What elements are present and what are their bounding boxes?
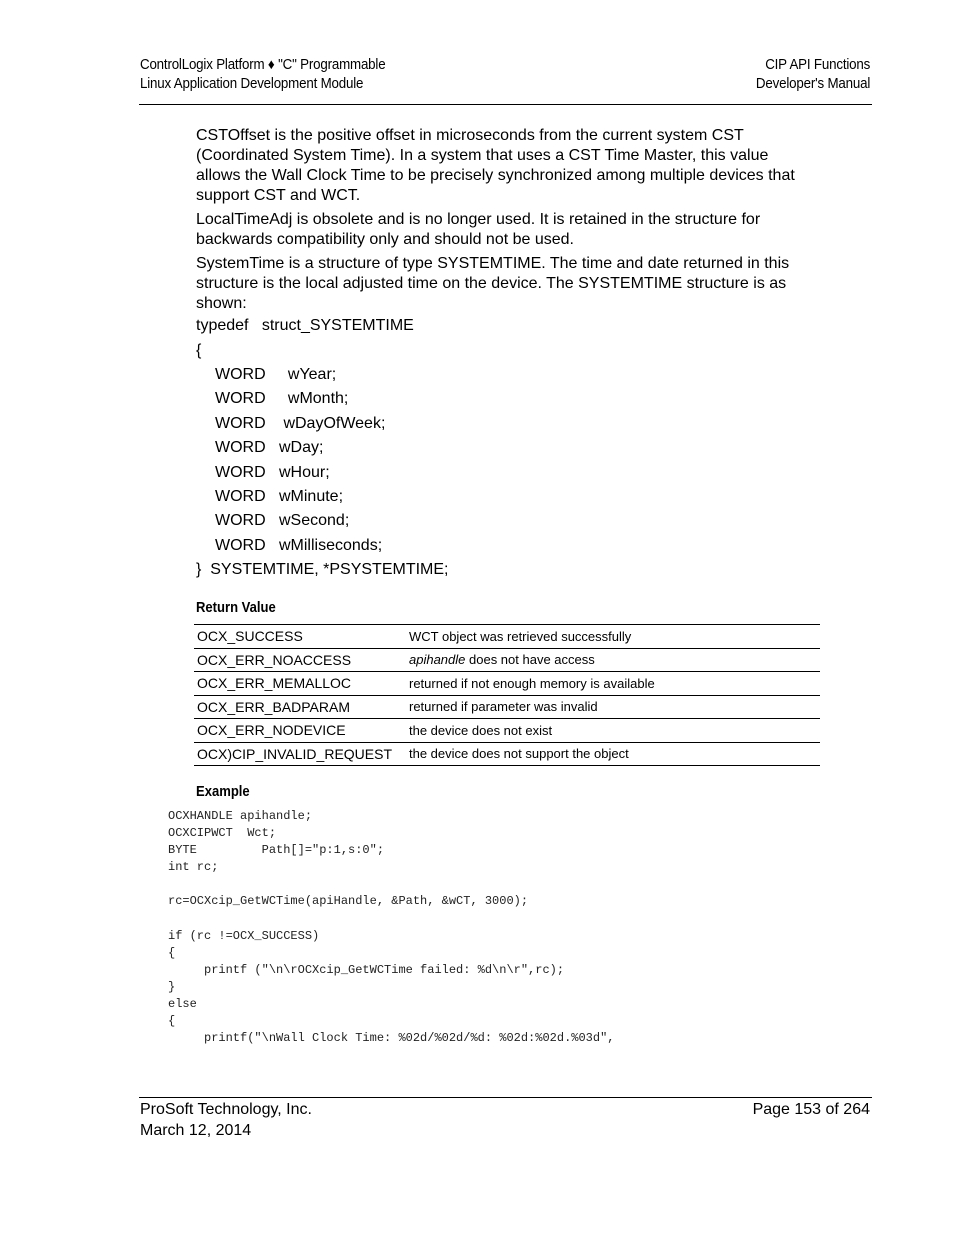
- struct-member-wsecond: WORD wSecond;: [215, 512, 350, 529]
- return-code: OCX_ERR_MEMALLOC: [194, 672, 406, 696]
- struct-member-wday: WORD wDay;: [215, 439, 324, 456]
- paragraph-systemtime: SystemTime is a structure of type SYSTEMTIME. The time and date returned in this structure is the local adjusted time on the device. The SYSTEMTIME structure is as shown:: [196, 255, 790, 312]
- param-name-italic: apihandle: [409, 652, 466, 668]
- return-code: OCX)CIP_INVALID_REQUEST: [194, 742, 406, 766]
- table-row: [194, 695, 820, 719]
- table-row: [194, 742, 820, 766]
- struct-member-wmilliseconds: WORD wMilliseconds;: [215, 537, 383, 554]
- paragraph-cstoffset: CSTOffset is the positive offset in microseconds from the current system CST (Coordinated System Time). In a system that uses a CST Time Master, this value allows the Wall Clock Time to be precisely synchronized among multiple devices that support CST and WCT.: [196, 127, 795, 204]
- header-divider: [139, 104, 872, 105]
- return-description: the device does not exist: [406, 719, 820, 743]
- struct-member-wminute: WORD wMinute;: [215, 488, 344, 505]
- footer-right: [753, 1099, 870, 1120]
- footer-divider: [139, 1097, 872, 1098]
- footer-left: [140, 1099, 312, 1141]
- return-code: OCX_ERR_NODEVICE: [194, 719, 406, 743]
- return-description: the device does not support the object: [406, 742, 820, 766]
- struct-open-brace: {: [196, 342, 202, 359]
- header-right: [756, 56, 870, 94]
- struct-typedef-line: typedef struct_SYSTEMTIME: [196, 317, 414, 334]
- table-row: [194, 625, 820, 649]
- struct-member-wyear: WORD wYear;: [215, 366, 337, 383]
- return-value-table: [194, 624, 820, 766]
- return-description: returned if not enough memory is available: [406, 672, 820, 696]
- return-description: returned if parameter was invalid: [406, 695, 820, 719]
- table-row: [194, 719, 820, 743]
- struct-member-wdayofweek: WORD wDayOfWeek;: [215, 415, 386, 432]
- header-manual-title: Developer's Manual: [755, 76, 870, 92]
- return-code: OCX_ERR_NOACCESS: [194, 648, 406, 672]
- table-row: [194, 672, 820, 696]
- description-body: [196, 126, 816, 318]
- example-heading: Example: [196, 784, 250, 800]
- example-code-block: OCXHANDLE apihandle; OCXCIPWCT Wct; BYTE Path[]="p:1,s:0"; int rc; rc=OCXcip_GetWCTime(apiHandle, &Path, &wCT, 3000); if (rc !=OCX_SUCCESS) { printf ("\n\rOCXcip_GetWCTime failed: %d\n\r",rc); } else { printf("\nWall Clock Time: %02d/%02d/%d: %02d:%02d.%03d",: [168, 809, 615, 1046]
- table-row: [194, 648, 820, 672]
- page-number: Page 153 of 264: [752, 1101, 870, 1118]
- header-left: [140, 56, 385, 94]
- return-code: OCX_SUCCESS: [194, 625, 406, 649]
- return-value-heading: Return Value: [196, 600, 276, 616]
- return-description: apihandle does not have access: [406, 648, 820, 672]
- struct-member-wmonth: WORD wMonth;: [215, 390, 349, 407]
- struct-close-line: } SYSTEMTIME, *PSYSTEMTIME;: [196, 561, 449, 578]
- return-description: WCT object was retrieved successfully: [406, 625, 820, 649]
- return-code: OCX_ERR_BADPARAM: [194, 695, 406, 719]
- header-product-line: ControlLogix Platform ♦ "C" Programmable: [140, 57, 386, 73]
- paragraph-localtimeadj: LocalTimeAdj is obsolete and is no longer used. It is retained in the structure for backwards compatibility only and should not be used.: [196, 211, 761, 248]
- footer-company: ProSoft Technology, Inc.: [140, 1101, 312, 1118]
- header-module-name: Linux Application Development Module: [140, 76, 364, 92]
- footer-date: March 12, 2014: [140, 1122, 252, 1139]
- struct-member-whour: WORD wHour;: [215, 464, 330, 481]
- header-chapter: CIP API Functions: [765, 57, 870, 73]
